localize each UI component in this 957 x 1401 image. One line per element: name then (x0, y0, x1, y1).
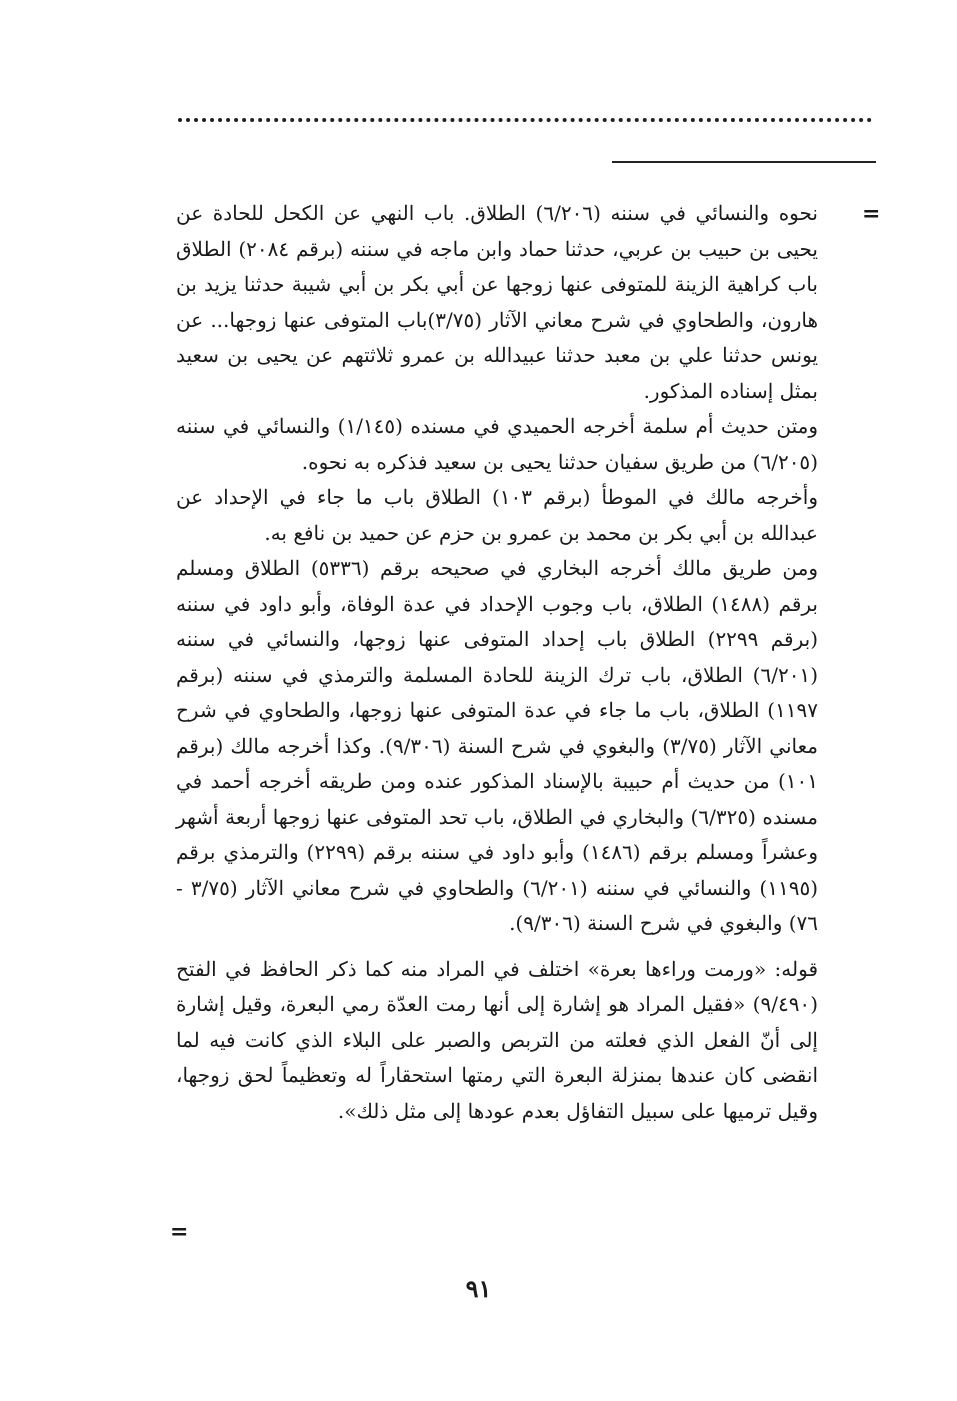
footnote-paragraph-4: ومن طريق مالك أخرجه البخاري في صحيحه برقم (٥٣٣٦) الطلاق ومسلم برقم (١٤٨٨) الطلاق، باب وجوب الإحداد في عدة الوفاة، وأبو داود في سننه (برقم ٢٢٩٩) الطلاق باب إحداد المتوفى عنها زوجها، والنسائي في سننه (٦/٢٠١) الطلاق، باب ترك الزينة للحادة المسلمة والترمذي في سننه (برقم ١١٩٧) الطلاق، باب ما جاء في عدة المتوفى عنها زوجها، والطحاوي في شرح معاني الآثار (٣/٧٥) والبغوي في شرح السنة (٩/٣٠٦). وكذا أخرجه مالك (برقم ١٠١) من حديث أم حبيبة بالإسناد المذكور عنده ومن طريقه أخرجه أحمد في مسنده (٦/٣٢٥) والبخاري في الطلاق، باب تحد المتوفى عنها زوجها أربعة أشهر وعشراً ومسلم برقم (١٤٨٦) وأبو داود في سننه برقم (٢٢٩٩) والترمذي برقم (١١٩٥) والنسائي في سننه (٦/٢٠١) والطحاوي في شرح معاني الآثار (٣/٧٥ - ٧٦) والبغوي في شرح السنة (٩/٣٠٦). (176, 556, 819, 935)
dotted-separator (178, 118, 872, 132)
footnote-rule (612, 161, 876, 163)
continuation-marker-bottom: = (170, 1219, 189, 1245)
continuation-marker-top: = (862, 201, 881, 227)
page-number: ٩١ (465, 1274, 492, 1303)
footnote-body (176, 196, 818, 1129)
footnote-paragraph-2: ومتن حديث أم سلمة أخرجه الحميدي في مسنده (١/١٤٥) والنسائي في سننه (٦/٢٠٥) من طريق سفيان حدثنا يحيى بن سعيد فذكره به نحوه. (176, 414, 818, 474)
footnote-paragraph-3: وأخرجه مالك في الموطأ (برقم ١٠٣) الطلاق باب ما جاء في الإحداد عن عبدالله بن أبي بكر بن محمد بن عمرو بن حزم عن حميد بن نافع به. (176, 485, 818, 545)
footnote-paragraph-1: نحوه والنسائي في سننه (٦/٢٠٦) الطلاق. باب النهي عن الكحل للحادة عن يحيى بن حبيب بن عربي، حدثنا حماد وابن ماجه في سننه (برقم ٢٠٨٤) الطلاق باب كراهية الزينة للمتوفى عنها زوجها عن أبي بكر بن أبي شيبة حدثنا يزيد بن هارون، والطحاوي في شرح معاني الآثار (٣/٧٥)باب المتوفى عنها زوجها... عن يونس حدثنا علي بن معبد حدثنا عبيدالله بن عمرو ثلاثتهم عن يحيى بن سعيد بمثل إسناده المذكور. (176, 201, 819, 403)
footnote-paragraph-5: قوله: «ورمت وراءها بعرة» اختلف في المراد منه كما ذكر الحافظ في الفتح (٩/٤٩٠) «فقيل المراد هو إشارة إلى أنها رمت العدّة رمي البعرة، وقيل إشارة إلى أنّ الفعل الذي فعلته من التربص والصبر على البلاء الذي كانت فيه لما انقضى كان عندها بمنزلة البعرة التي رمتها استحقاراً له وتعظيماً لحق زوجها، وقيل ترميها على سبيل التفاؤل بعدم عودها إلى مثل ذلك». (176, 956, 818, 1123)
